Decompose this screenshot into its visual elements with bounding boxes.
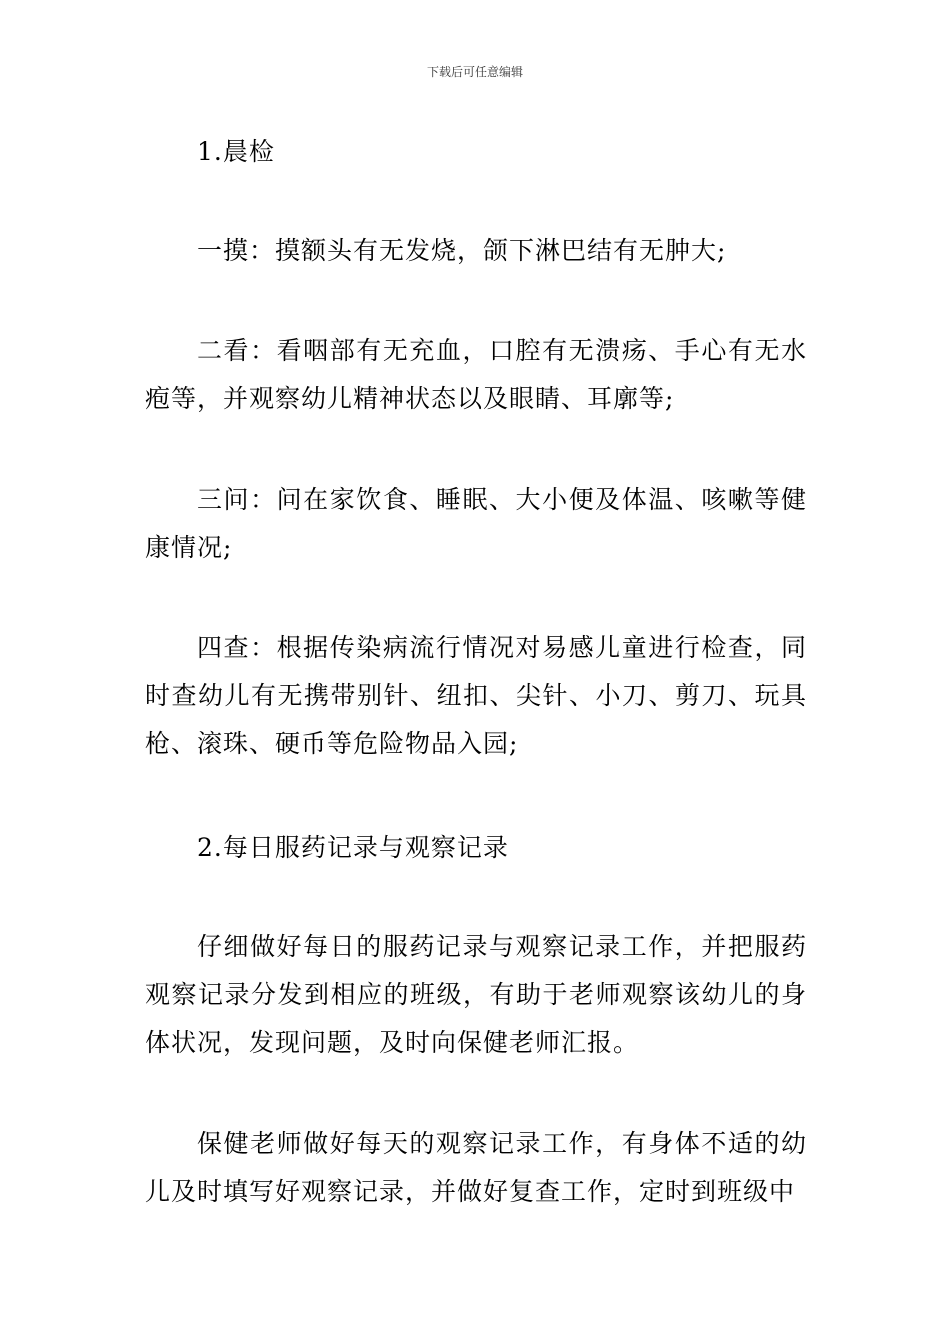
paragraph: 1.晨检	[197, 137, 275, 166]
paragraph-touch	[145, 227, 807, 275]
paragraph-look	[145, 327, 807, 423]
paragraph: 保健老师做好每天的观察记录工作，有身体不适的幼儿及时填写好观察记录，并做好复查工作，定时到班级中	[145, 1129, 807, 1206]
paragraph: 三问：问在家饮食、睡眠、大小便及体温、咳嗽等健康情况;	[145, 485, 807, 562]
paragraph: 二看：看咽部有无充血，口腔有无溃疡、手心有无水疱等，并观察幼儿精神状态以及眼睛、耳廓等;	[145, 336, 807, 413]
paragraph: 仔细做好每日的服药记录与观察记录工作，并把服药观察记录分发到相应的班级，有助于老师观察该幼儿的身体状况，发现问题，及时向保健老师汇报。	[145, 932, 807, 1057]
page-header: 下载后可任意编辑	[426, 65, 523, 79]
paragraph-medication-record	[145, 923, 807, 1067]
paragraph-check	[145, 624, 807, 768]
section-heading-medication-record	[145, 824, 807, 872]
paragraph: 一摸：摸额头有无发烧，颌下淋巴结有无肿大;	[197, 236, 727, 265]
paragraph: 2.每日服药记录与观察记录	[197, 833, 509, 862]
paragraph-ask	[145, 476, 807, 572]
section-heading-morning-check	[145, 128, 807, 176]
paragraph: 四查：根据传染病流行情况对易感儿童进行检查，同时查幼儿有无携带别针、纽扣、尖针、小刀、剪刀、玩具枪、滚珠、硬币等危险物品入园;	[145, 633, 807, 758]
paragraph-observation-record	[145, 1120, 807, 1216]
